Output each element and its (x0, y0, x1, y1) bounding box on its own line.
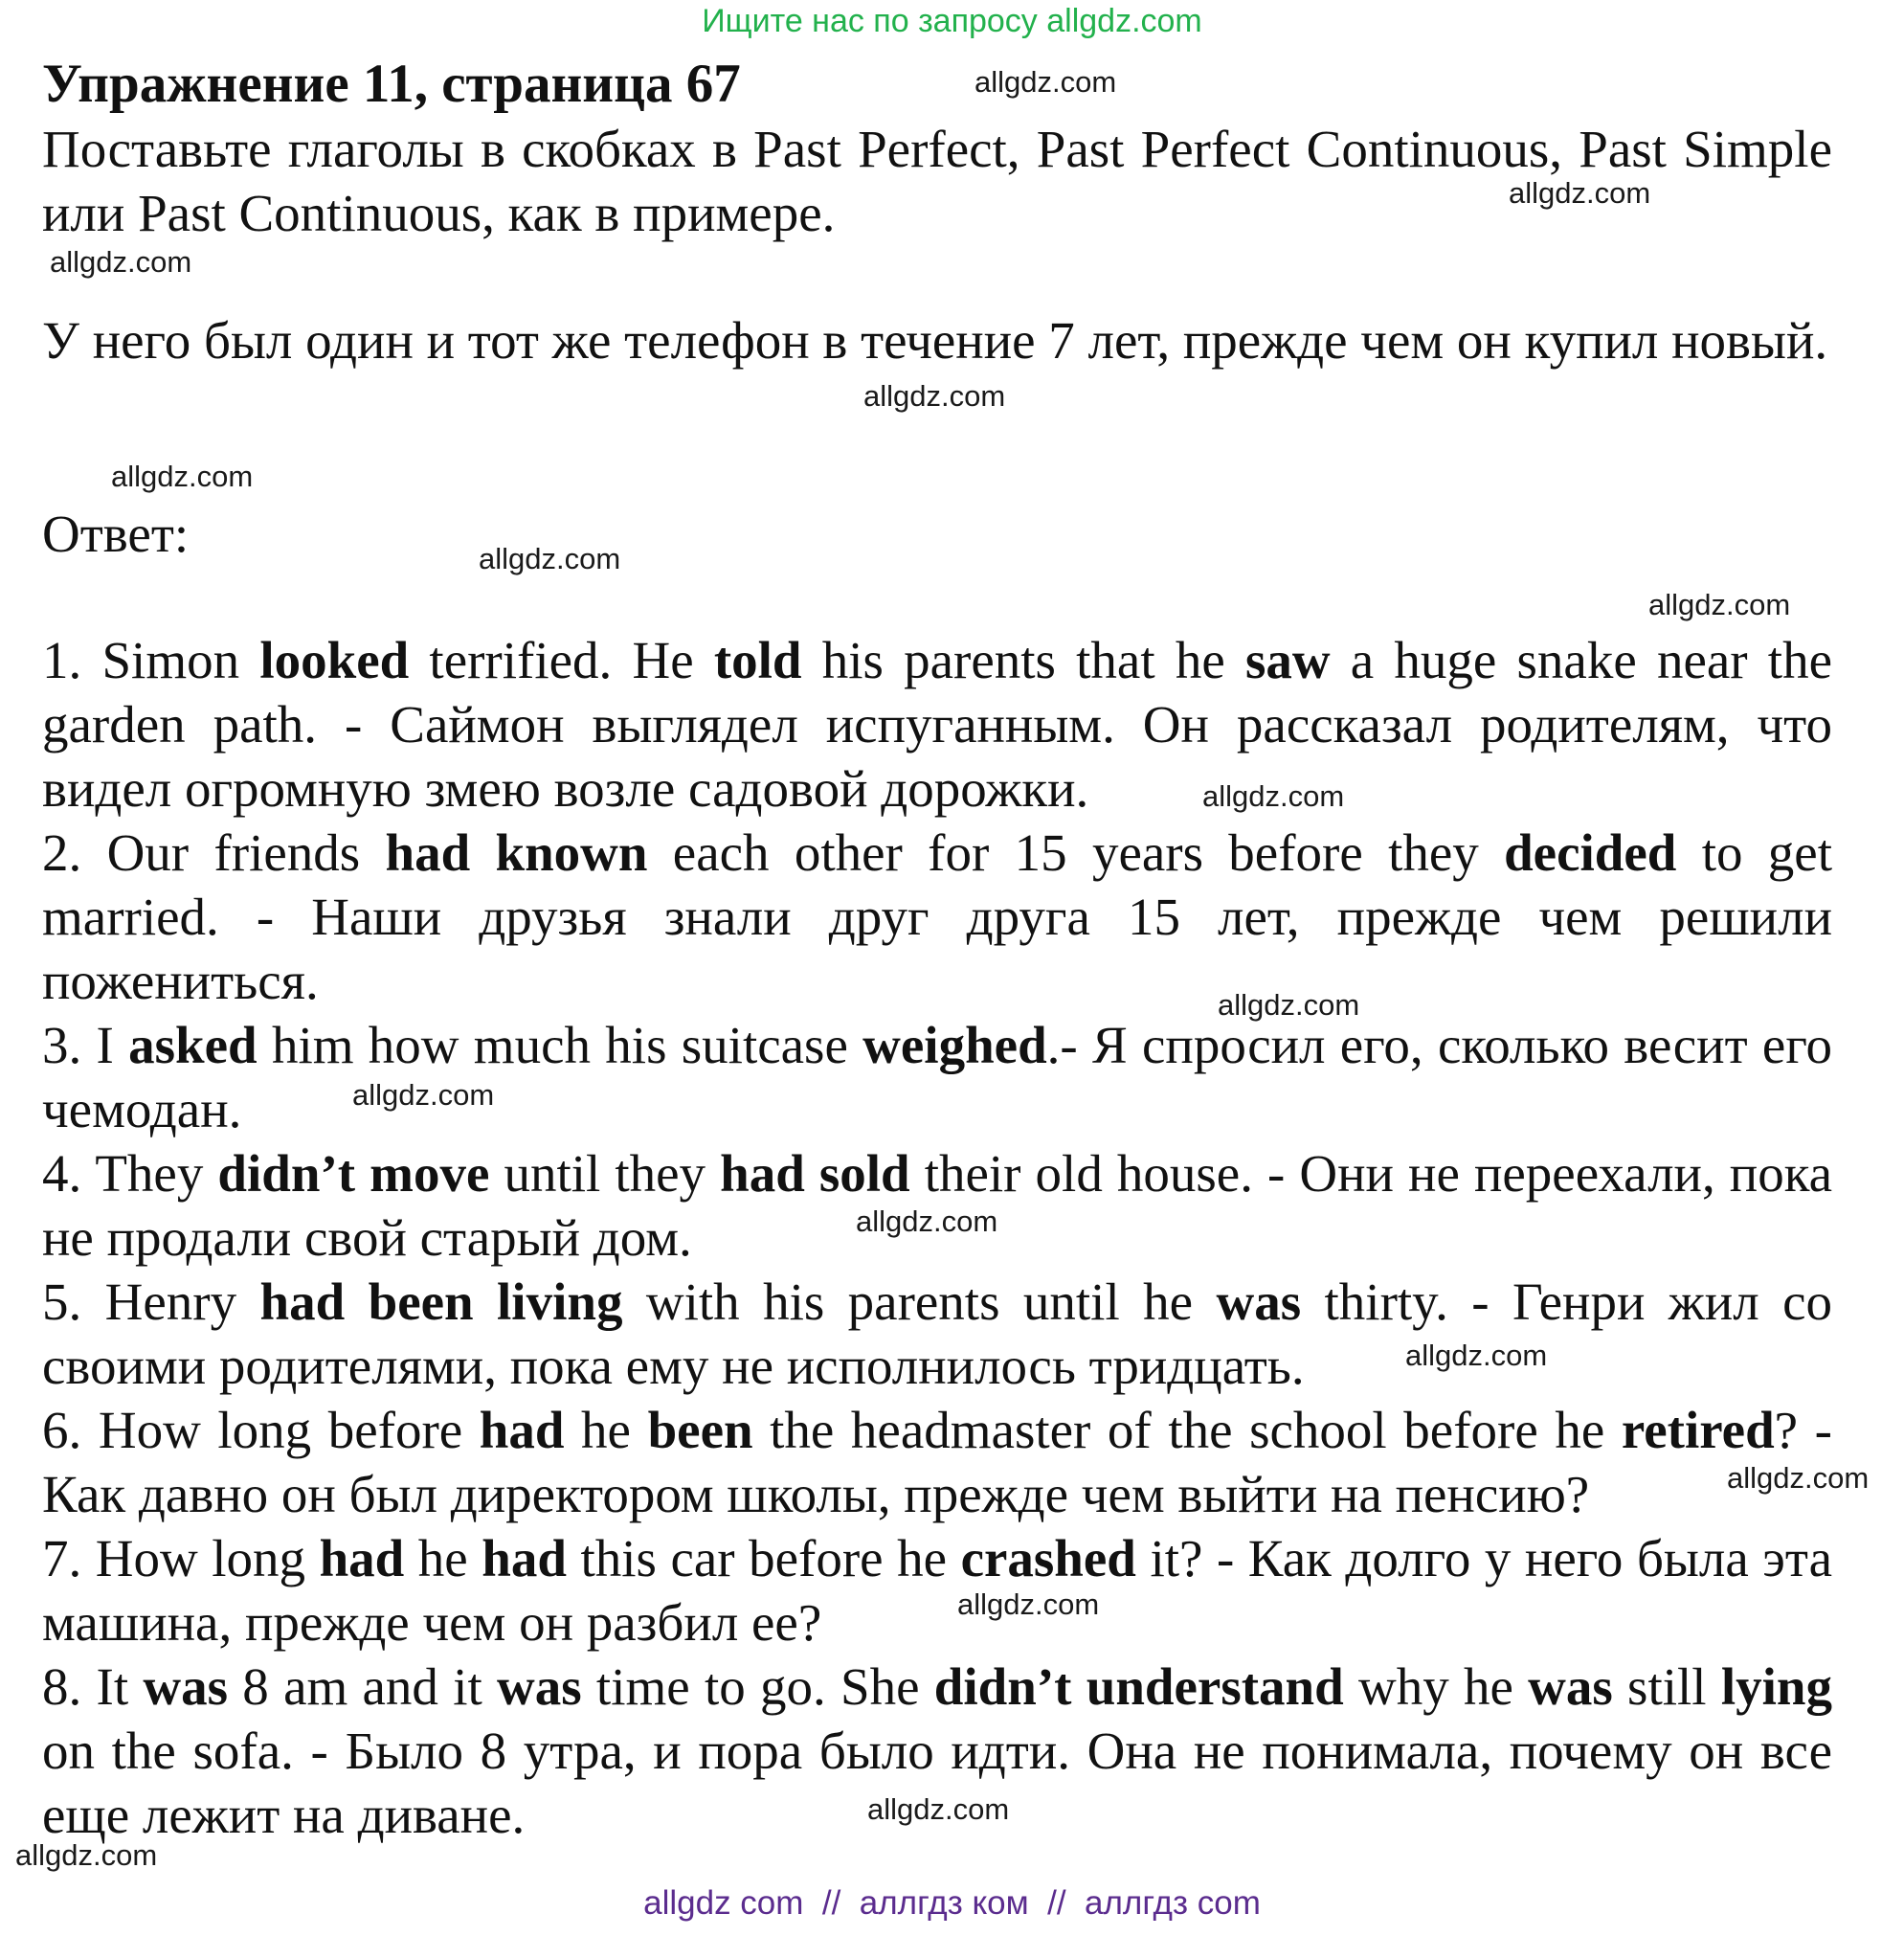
watermark: allgdz.com (867, 1792, 1010, 1826)
watermark: allgdz.com (1202, 779, 1345, 813)
watermark: allgdz.com (957, 1587, 1100, 1621)
answer-item-3: 3. I asked him how much his suitcase weighed.- Я спросил его, сколько весит его чемодан. (42, 1016, 1833, 1138)
answer-item-2: 2. Our friends had known each other for 15 years before they decided to get married. - Наши друзья знали друг друга 15 лет, прежде чем решили пожениться. (42, 823, 1832, 1010)
answer-item-1: 1. Simon looked terrified. He told his parents that he saw a huge snake near the garden path. - Саймон выглядел испуганным. Он рассказал родителям, что видел огромную змею возле садовой дорожки. (42, 631, 1832, 818)
answer-item-7: 7. How long had he had this car before he crashed it? - Как долго у него была эта машина, прежде чем он разбил ее? (42, 1529, 1832, 1652)
answer-item-5: 5. Henry had been living with his parents until he was thirty. - Генри жил со своими родителями, пока ему не исполнилось тридцать. (42, 1272, 1832, 1395)
watermark: allgdz.com (1218, 988, 1360, 1022)
example-sentence: У него был один и тот же телефон в течение 7 лет, прежде чем он купил новый. (42, 311, 1828, 370)
exercise-instruction: Поставьте глаголы в скобках в Past Perfect, Past Perfect Continuous, Past Simple или Past Continuous, как в примере. (42, 120, 1832, 242)
watermark: allgdz.com (856, 1204, 998, 1238)
answer-item-4: 4. They didn’t move until they had sold their old house. - Они не переехали, пока не продали свой старый дом. (42, 1144, 1832, 1267)
answer-item-6: 6. How long before had he been the headmaster of the school before he retired? - Как давно он был директором школы, прежде чем выйти на пенсию? (42, 1401, 1832, 1523)
watermark: allgdz.com (1405, 1339, 1548, 1372)
watermark: allgdz.com (111, 460, 254, 493)
watermark: allgdz.com (1648, 588, 1791, 621)
exercise-title: Упражнение 11, страница 67 (42, 54, 741, 114)
watermark: allgdz.com (479, 542, 621, 575)
search-hint-link[interactable]: Ищите нас по запросу allgdz.com (702, 3, 1202, 39)
watermark: allgdz.com (1727, 1461, 1870, 1495)
watermark: allgdz.com (974, 65, 1117, 99)
watermark: allgdz.com (352, 1078, 495, 1112)
watermark: allgdz.com (50, 245, 192, 279)
watermark: allgdz.com (15, 1838, 158, 1872)
footer-watermark: allgdz com // аллгдз ком // аллгдз com (643, 1884, 1261, 1922)
answer-label: Ответ: (42, 505, 190, 563)
watermark: allgdz.com (1509, 176, 1651, 210)
watermark: allgdz.com (863, 379, 1006, 413)
answer-item-8: 8. It was 8 am and it was time to go. She didn’t understand why he was still lying on the sofa. - Было 8 утра, и пора было идти. Она не понимала, почему он все еще лежит на диване. (42, 1657, 1832, 1844)
